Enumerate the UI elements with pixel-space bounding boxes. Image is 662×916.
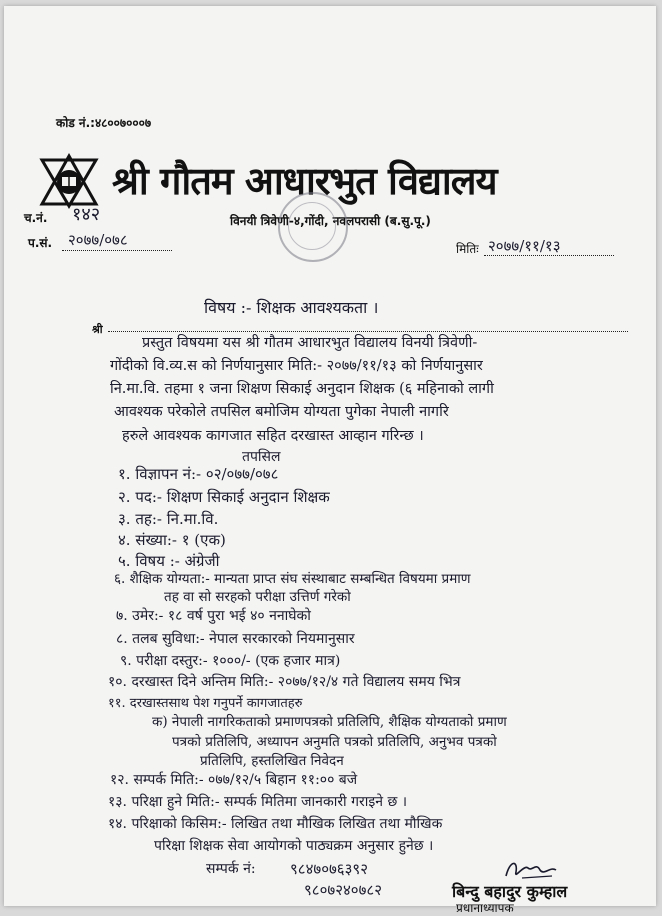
signatory-title: प्रधानाध्यापक (456, 901, 514, 915)
contact-phone: ९८०७२४०७८२ (304, 881, 383, 899)
detail-item: ५. विषय :- अंग्रेजी (118, 552, 220, 570)
body-line: आवश्यक परेकोले तपसिल बमोजिम योग्यता पुगेका नेपाली नागरि (114, 404, 449, 420)
detail-item: क) नेपाली नागरिकताको प्रमाणपत्रको प्रतिलिपि, शैक्षिक योग्यताको प्रमाण (152, 714, 507, 730)
salutation: श्री (92, 323, 103, 336)
code-number: कोड नं.:४८००७०००७ (56, 116, 152, 130)
date-dotted-line (484, 255, 614, 256)
contact-phone: ९८४७०७६३९२ (290, 860, 369, 878)
ch-no-label: च.नं. (24, 211, 48, 225)
school-address: विनयी त्रिवेणी-४,गोंदी, नवलपरासी (ब.सु.पू.) (230, 214, 431, 228)
ps-dotted-line (62, 250, 172, 251)
detail-item: ३. तह:- नि.मा.वि. (118, 510, 219, 528)
detail-item: ९. परीक्षा दस्तुर:- १०००/- (एक हजार मात्र) (120, 653, 341, 669)
official-stamp-icon (278, 192, 348, 262)
detail-item: १३. परिक्षा हुने मिति:- सम्पर्क मितिमा जानकारी गराइने छ । (108, 794, 408, 810)
ps-value: २०७७/०७८ (68, 231, 128, 249)
detail-item: ४. संख्या:- १ (एक) (118, 531, 226, 549)
signatory-name: बिन्दु बहादुर कुम्हाल (452, 882, 568, 901)
detail-item: पत्रको प्रतिलिपि, अध्यापन अनुमति पत्रको प्रतिलिपि, अनुभव पत्रको (172, 734, 497, 750)
body-line: नि.मा.वि. तहमा १ जना शिक्षण सिकाई अनुदान शिक्षक (६ महिनाको लागी (110, 381, 494, 397)
signature-icon (502, 856, 560, 882)
detail-item: ६. शैक्षिक योग्यता:- मान्यता प्राप्त संघ संस्थाबाट सम्बन्धित विषयमा प्रमाण (114, 571, 471, 587)
ch-no-value: १४२ (72, 204, 101, 225)
detail-item: ८. तलब सुविधा:- नेपाल सरकारको नियमानुसार (116, 631, 355, 647)
detail-item: १. विज्ञापन नं:- ०२/०७७/०७८ (118, 465, 279, 483)
date-value: २०७७/११/१३ (488, 237, 561, 255)
detail-item: ७. उमेर:- १८ वर्ष पुरा भई ४० ननाघेको (116, 608, 311, 624)
details-heading: तपसिल (242, 449, 281, 465)
body-line: प्रस्तुत विषयमा यस श्री गौतम आधारभुत विद्यालय विनयी त्रिवेणी- (142, 335, 478, 351)
letter-subject: विषय :- शिक्षक आवश्यकता । (204, 298, 379, 317)
detail-item: तह वा सो सरहको परीक्षा उत्तिर्ण गरेको (164, 589, 351, 605)
school-emblem-icon (40, 154, 98, 208)
detail-item: परिक्षा शिक्षक सेवा आयोगको पाठ्यक्रम अनुसार हुनेछ । (154, 838, 434, 854)
detail-item: १०. दरखास्त दिने अन्तिम मिति:- २०७७/१२/४ गते विद्यालय समय भित्र (108, 674, 461, 690)
detail-item: ११. दरखास्तसाथ पेश गनुपर्ने कागजातहरु (108, 696, 303, 711)
contact-label: सम्पर्क नं: (206, 861, 256, 877)
letter-page (4, 6, 656, 915)
detail-item: २. पद:- शिक्षण सिकाई अनुदान शिक्षक (118, 488, 330, 506)
body-line: गोंदीको वि.व्य.स को निर्णयानुसार मिति:- २०७७/११/१३ को निर्णयानुसार (110, 358, 483, 374)
body-line: हरुले आवश्यक कागजात सहित दरखास्त आव्हान गरिन्छ । (122, 428, 424, 444)
detail-item: प्रतिलिपि, हस्तलिखित निवेदन (200, 753, 344, 769)
school-name: श्री गौतम आधारभुत विद्यालय (112, 159, 497, 203)
detail-item: १४. परिक्षाको किसिम:- लिखित तथा मौखिक लिखित तथा मौखिक (108, 816, 443, 832)
detail-item: १२. सम्पर्क मिति:- ०७७/१२/५ बिहान ११:०० बजे (110, 772, 358, 788)
date-label: मितिः (456, 242, 479, 256)
ps-label: प.सं. (28, 236, 53, 250)
